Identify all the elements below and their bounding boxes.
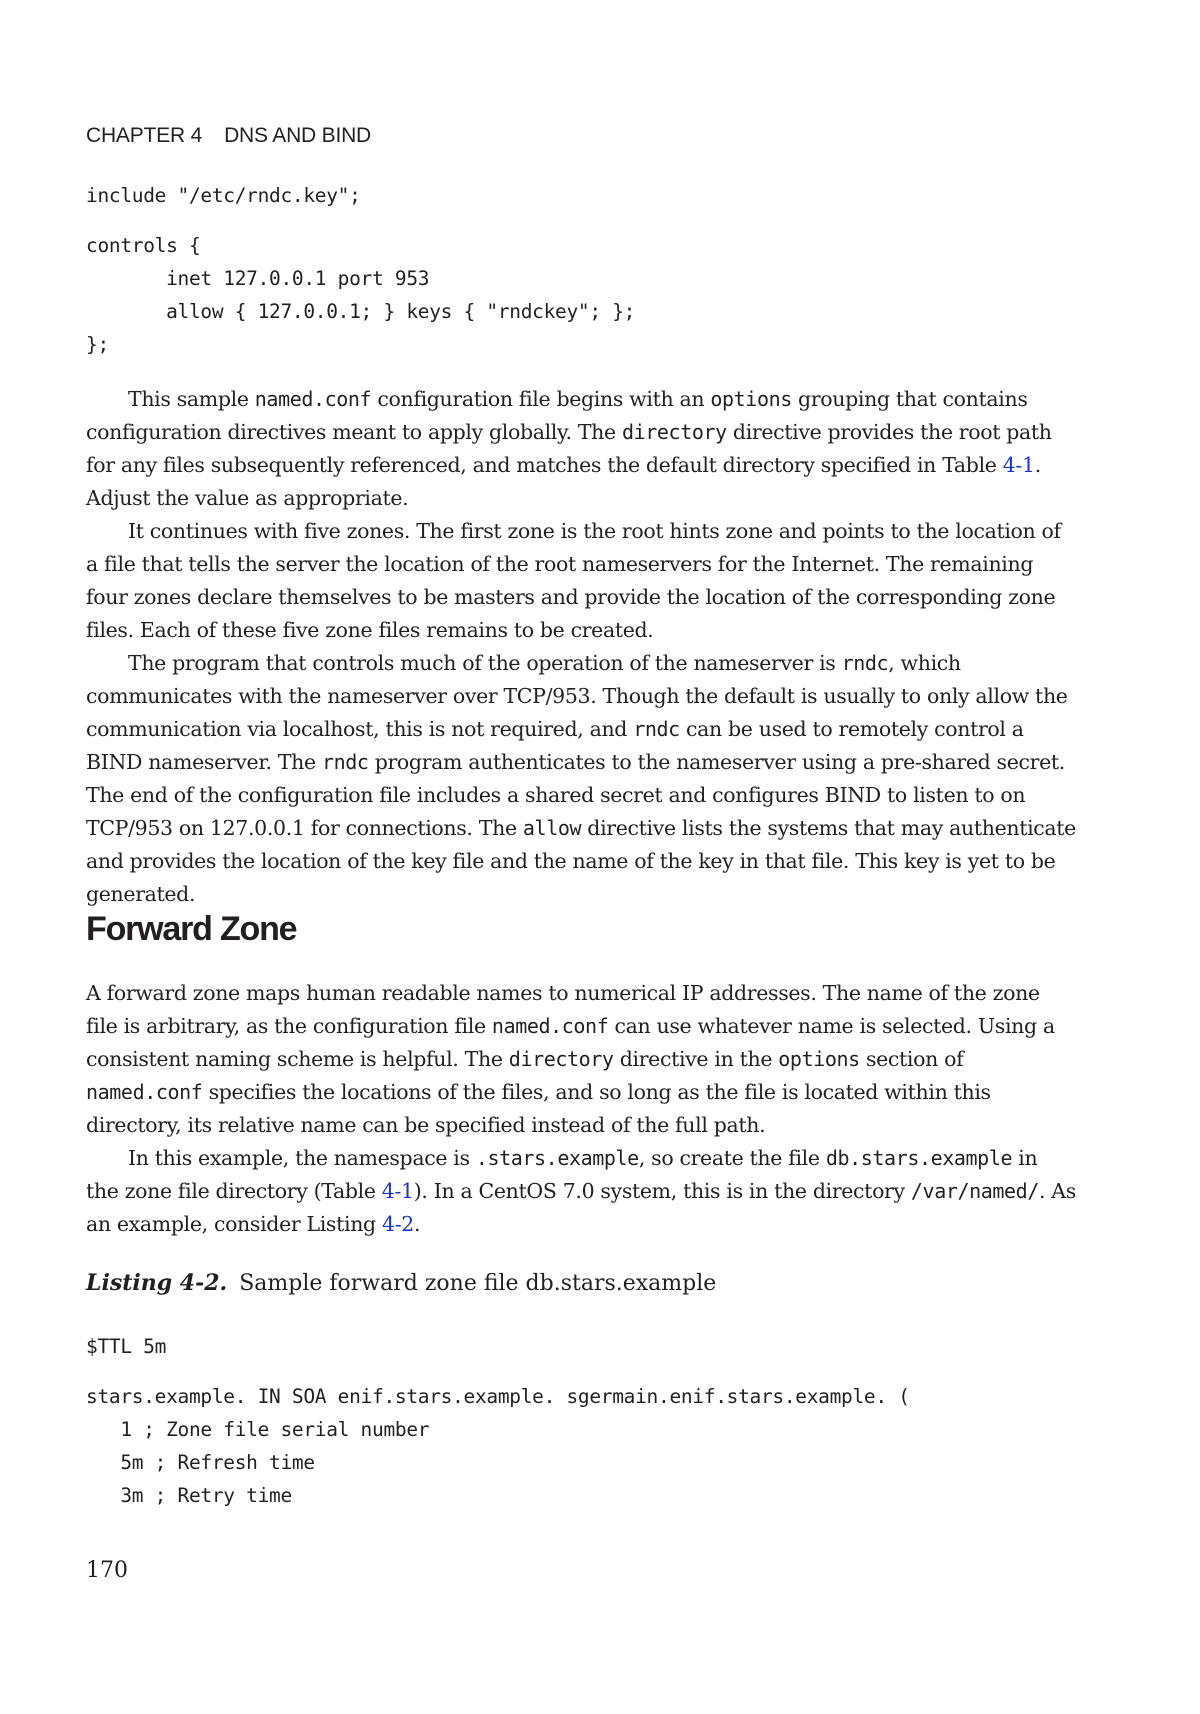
- code-line: 1 ; Zone file serial number: [86, 1418, 430, 1441]
- code-line: stars.example. IN SOA enif.stars.example. sgermain.enif.stars.example. (: [86, 1385, 910, 1408]
- chapter-title: DNS AND BIND: [224, 124, 372, 147]
- body-text-section-2: [86, 977, 1076, 1241]
- section-heading: Forward Zone: [86, 910, 297, 948]
- body-text-section-1: [86, 383, 1076, 911]
- table-link[interactable]: 4-1: [1002, 453, 1035, 477]
- paragraph-forward-zone: A forward zone maps human readable names to numerical IP addresses. The name of the zone file is arbitrary, as the configuration file named.conf can use whatever name is selected. Using a consistent naming scheme is helpful. The directory directive in the options section of named.conf specifies the locations of the files, and so long as the file is located within this directory, its relative name can be specified instead of the full path.: [86, 981, 1055, 1137]
- code-line: $TTL 5m: [86, 1335, 167, 1358]
- code-line: };: [86, 333, 109, 356]
- paragraph-zones: It continues with five zones. The first zone is the root hints zone and points to the location of a file that tells the server the location of the root nameservers for the Internet. The remaining four zones declare themselves to be masters and provide the location of the corresponding zone files. Each of these five zone files remains to be created.: [86, 519, 1061, 642]
- paragraph-example: In this example, the namespace is .stars.example, so create the file db.stars.example in the zone file directory (Table 4-1). In a CentOS 7.0 system, this is in the directory /var/named/. As an example, consider Listing 4-2.: [86, 1146, 1076, 1236]
- code-line: allow { 127.0.0.1; } keys { "rndckey"; };: [86, 300, 636, 323]
- code-line: controls {: [86, 234, 201, 257]
- listing-label: Listing 4-2.: [86, 1270, 228, 1296]
- table-link[interactable]: 4-1: [381, 1179, 414, 1203]
- paragraph-named-conf: This sample named.conf configuration file begins with an options grouping that contains configuration directives meant to apply globally. The directory directive provides the root path for any files subsequently referenced, and matches the default directory specified in Table 4-1. Adjust the value as appropriate.: [86, 387, 1052, 510]
- code-line: 3m ; Retry time: [86, 1484, 292, 1507]
- listing-link[interactable]: 4-2: [382, 1212, 414, 1236]
- code-line: 5m ; Refresh time: [86, 1451, 315, 1474]
- listing-caption-text: Sample forward zone file db.stars.example: [239, 1271, 717, 1296]
- listing-caption: [86, 1270, 716, 1296]
- code-line: include "/etc/rndc.key";: [86, 184, 361, 207]
- page-number: 170: [86, 1558, 128, 1583]
- code-block-top: [86, 179, 635, 361]
- running-header: [86, 124, 371, 148]
- code-block-bottom: [86, 1330, 910, 1512]
- paragraph-rndc: The program that controls much of the operation of the nameserver is rndc, which communicates with the nameserver over TCP/953. Though the default is usually to only allow the communication via localhost, this is not required, and rndc can be used to remotely control a BIND nameserver. The rndc program authenticates to the nameserver using a pre-shared secret. The end of the configuration file includes a shared secret and configures BIND to listen to on TCP/953 on 127.0.0.1 for connections. The allow directive lists the systems that may authenticate and provides the location of the key file and the name of the key in that file. This key is yet to be generated.: [86, 651, 1076, 906]
- chapter-number: CHAPTER 4: [86, 124, 203, 147]
- code-line: inet 127.0.0.1 port 953: [86, 267, 430, 290]
